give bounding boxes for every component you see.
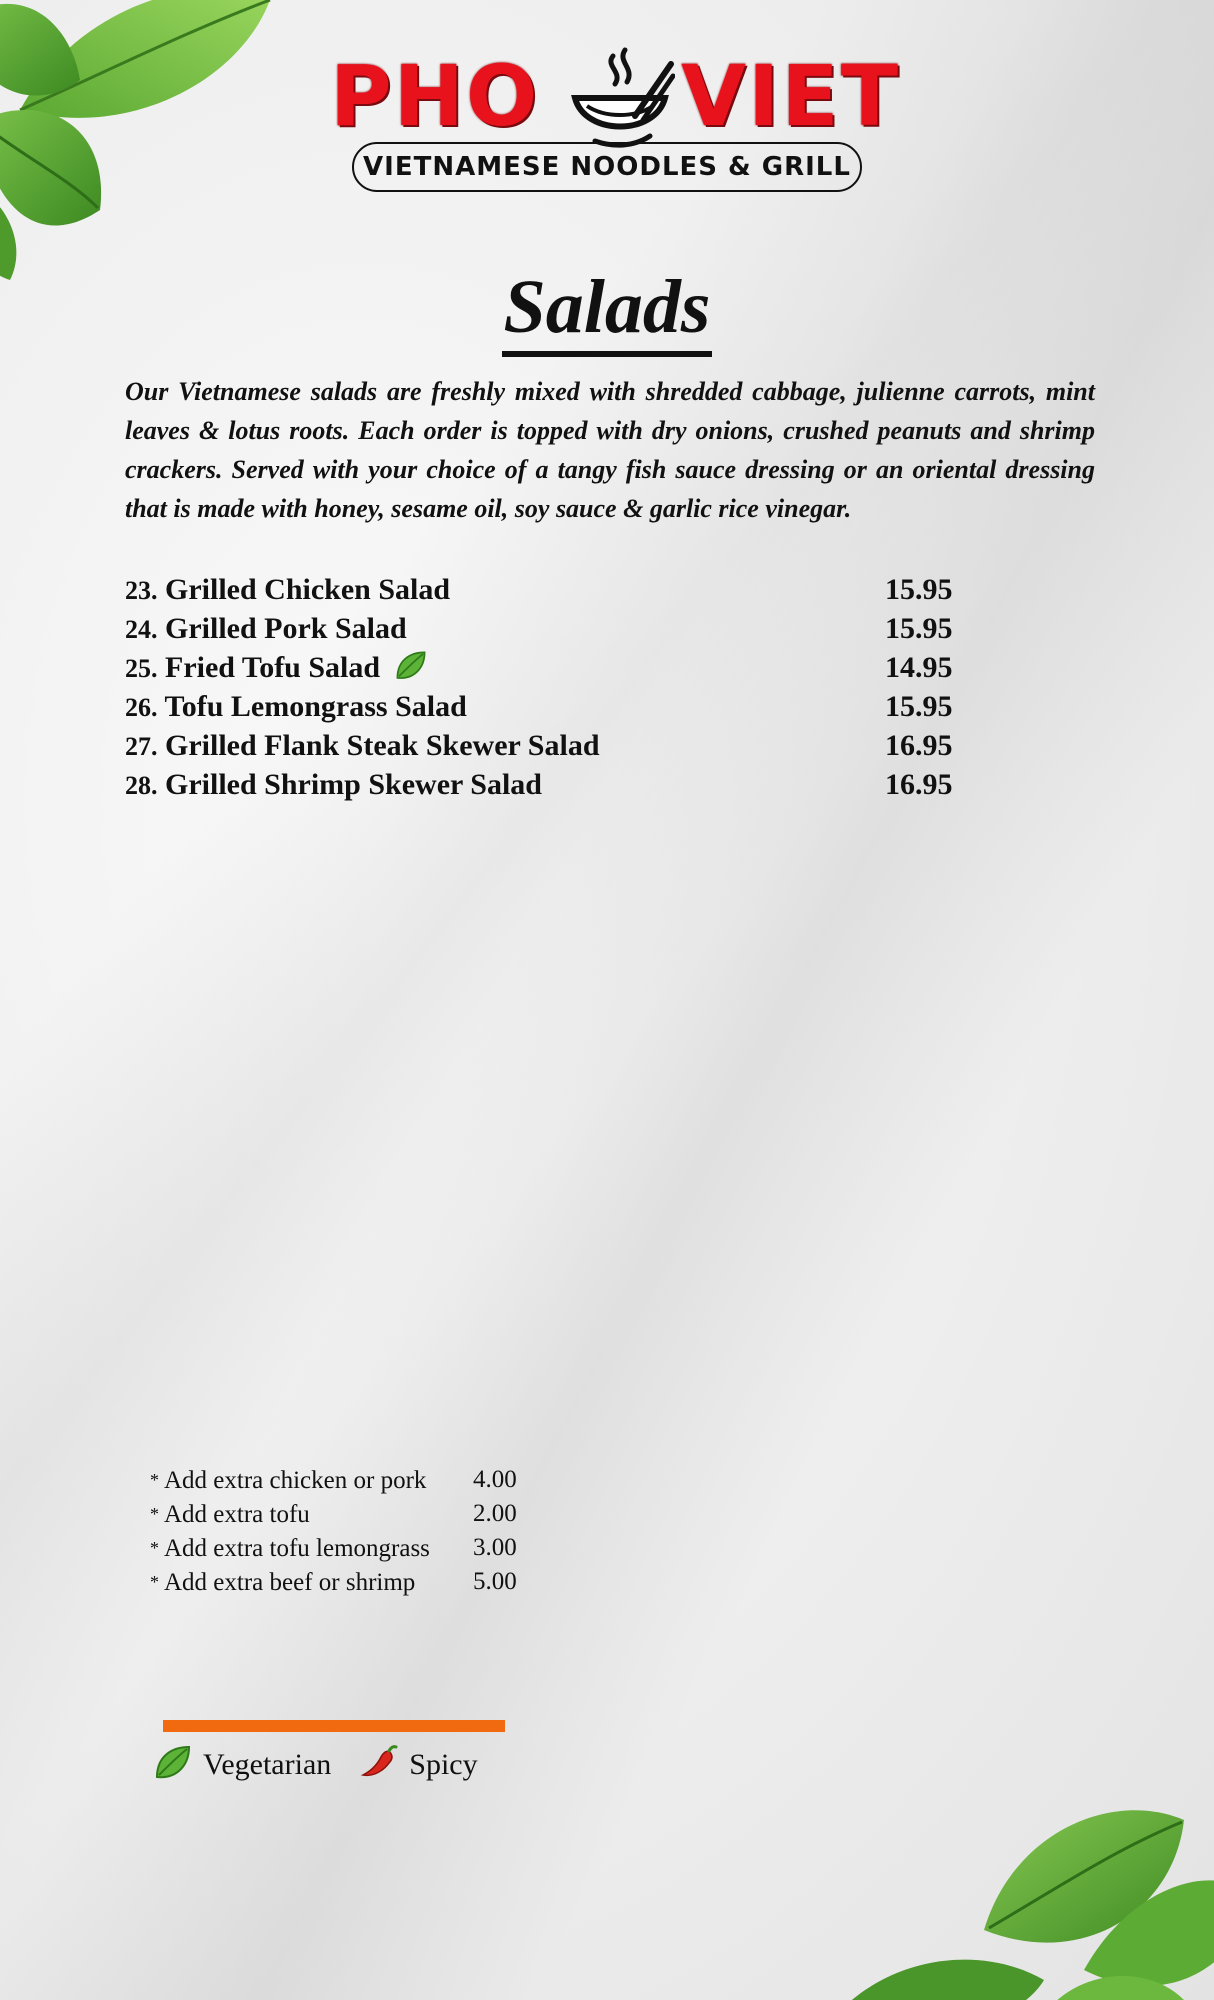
extra-item	[150, 1497, 550, 1531]
restaurant-logo	[330, 16, 900, 206]
menu-item	[125, 765, 965, 804]
asterisk-icon: *	[150, 1572, 159, 1592]
extra-item	[150, 1565, 550, 1599]
extras-list	[150, 1463, 550, 1599]
menu-item-price: 14.95	[885, 651, 953, 684]
extra-item-price: 2.00	[473, 1500, 517, 1527]
logo-wordmark	[330, 46, 900, 146]
menu-item-name: Grilled Chicken Salad	[165, 573, 451, 606]
menu-item-name: Tofu Lemongrass Salad	[164, 690, 467, 723]
pho-bowl-chopsticks-icon	[565, 46, 675, 156]
basil-leaf-icon	[394, 649, 428, 683]
section-description: Our Vietnamese salads are freshly mixed with shredded cabbage, julienne carrots, mint leaves & lotus roots. Each order is topped with dry onions, crushed peanuts and shrimp crackers. Served with your choice of a tangy fish sauce dressing or an oriental dressing that is made with honey, sesame oil, soy sauce & garlic rice vinegar.	[125, 377, 1095, 523]
legend	[153, 1740, 506, 1790]
menu-item-price: 15.95	[885, 573, 953, 606]
section-title	[0, 262, 1214, 352]
extra-item-label: Add extra tofu lemongrass	[164, 1535, 430, 1562]
section-title-text: Salads	[502, 265, 713, 357]
menu-item-number: 23.	[125, 576, 158, 605]
menu-item-name: Grilled Pork Salad	[165, 612, 407, 645]
legend-divider	[163, 1720, 505, 1732]
menu-item-number: 27.	[125, 732, 158, 761]
menu-item-name: Fried Tofu Salad	[165, 651, 381, 684]
menu-item	[125, 726, 965, 765]
extra-item-label: Add extra chicken or pork	[164, 1467, 427, 1494]
menu-item-number: 25.	[125, 654, 158, 683]
basil-leaves-bottom-right-icon	[784, 1770, 1214, 2000]
extra-item-label: Add extra beef or shrimp	[164, 1569, 416, 1596]
menu-item-price: 16.95	[885, 768, 953, 801]
menu-item	[125, 609, 965, 648]
menu-item	[125, 648, 965, 687]
menu-item-price: 15.95	[885, 612, 953, 645]
extra-item-label: Add extra tofu	[164, 1501, 310, 1528]
extra-item	[150, 1463, 550, 1497]
menu-item	[125, 570, 965, 609]
extra-item-price: 4.00	[473, 1466, 517, 1493]
menu-list	[125, 570, 965, 804]
menu-item-name: Grilled Shrimp Skewer Salad	[165, 768, 542, 801]
menu-item-price: 15.95	[885, 690, 953, 723]
menu-item	[125, 687, 965, 726]
basil-leaf-icon	[153, 1743, 193, 1783]
menu-item-number: 24.	[125, 615, 158, 644]
extra-item-price: 3.00	[473, 1534, 517, 1561]
asterisk-icon: *	[150, 1504, 159, 1524]
extra-item	[150, 1531, 550, 1565]
legend-spicy-label: Spicy	[409, 1748, 478, 1781]
menu-item-number: 28.	[125, 771, 158, 800]
logo-word-right: VIET	[681, 47, 900, 145]
logo-word-left: PHO	[330, 47, 540, 145]
asterisk-icon: *	[150, 1538, 159, 1558]
legend-vegetarian-label: Vegetarian	[203, 1748, 332, 1781]
asterisk-icon: *	[150, 1470, 159, 1490]
logo-tagline: VIETNAMESE NOODLES & GRILL	[352, 142, 862, 192]
menu-item-number: 26.	[125, 693, 158, 722]
extra-item-price: 5.00	[473, 1568, 517, 1595]
menu-item-name: Grilled Flank Steak Skewer Salad	[165, 729, 600, 762]
menu-item-price: 16.95	[885, 729, 953, 762]
chili-pepper-icon	[359, 1743, 399, 1783]
